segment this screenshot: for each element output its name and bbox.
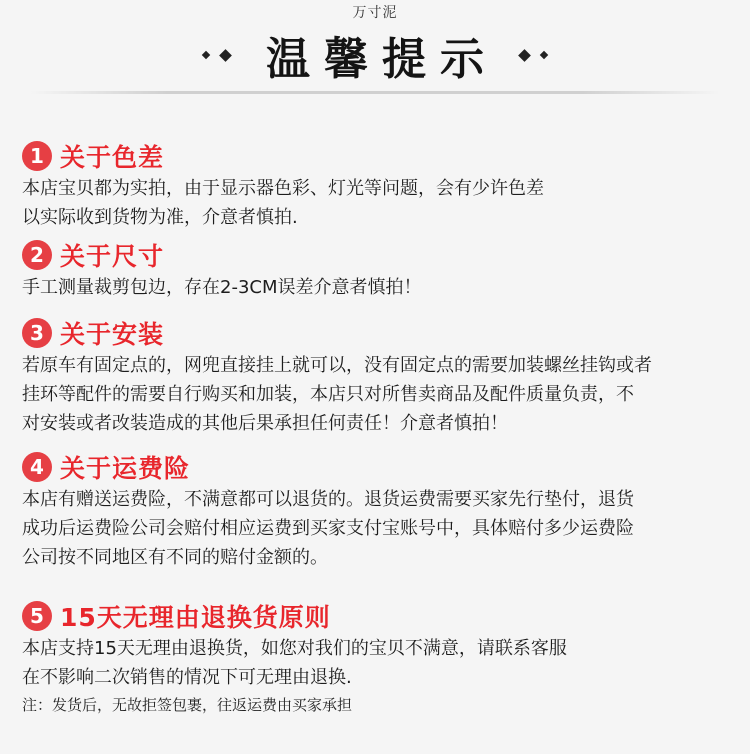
section-title: 关于色差 xyxy=(60,143,165,172)
body-line: 在不影响二次销售的情况下可无理由退换. xyxy=(22,667,352,688)
section-heading xyxy=(22,449,732,485)
body-line: 对安装或者改装造成的其他后果承担任何责任！介意者慎拍！ xyxy=(22,413,508,434)
footnote: 注：发货后，无故拒签包裹，往返运费由买家承担 xyxy=(22,696,353,714)
section-heading xyxy=(22,598,732,634)
section-title: 关于尺寸 xyxy=(60,242,165,271)
body-line: 公司按不同地区有不同的赔付金额的。 xyxy=(22,547,328,568)
body-line: 手工测量裁剪包边，存在2-3CM误差介意者慎拍！ xyxy=(22,277,422,298)
body-line: 若原车有固定点的，网兜直接挂上就可以，没有固定点的需要加装螺丝挂钩或者 xyxy=(22,355,652,376)
section-heading xyxy=(22,237,732,273)
number-badge: 3 xyxy=(22,318,52,348)
section-shipping-insurance xyxy=(22,449,732,572)
header-divider xyxy=(30,91,720,94)
section-title: 关于运费险 xyxy=(60,454,191,483)
brand-name: 万寸泥 xyxy=(352,5,398,21)
section-heading xyxy=(22,315,732,351)
diamond-icon xyxy=(518,49,531,62)
title-row xyxy=(0,24,750,86)
number-badge: 5 xyxy=(22,601,52,631)
number-badge: 1 xyxy=(22,141,52,171)
diamond-icon xyxy=(219,49,232,62)
section-title: 关于安装 xyxy=(60,320,165,349)
body-line: 挂环等配件的需要自行购买和加装，本店只对所售卖商品及配件质量负责，不 xyxy=(22,384,634,405)
number-badge: 4 xyxy=(22,452,52,482)
section-title: 15天无理由退换货原则 xyxy=(60,603,331,632)
section-return-policy xyxy=(22,598,732,718)
section-color-difference xyxy=(22,138,732,232)
right-diamond-ornament xyxy=(520,51,547,60)
left-diamond-ornament xyxy=(203,51,230,60)
diamond-icon xyxy=(540,51,548,59)
section-size xyxy=(22,237,732,302)
body-line: 成功后运费险公司会赔付相应运费到买家支付宝账号中，具体赔付多少运费险 xyxy=(22,518,634,539)
body-line: 以实际收到货物为准，介意者慎拍. xyxy=(22,207,298,228)
section-installation xyxy=(22,315,732,438)
section-heading xyxy=(22,138,732,174)
page-title: 温馨提示 xyxy=(266,34,498,85)
body-line: 本店支持15天无理由退换货，如您对我们的宝贝不满意，请联系客服 xyxy=(22,638,567,659)
diamond-icon xyxy=(202,51,210,59)
body-line: 本店有赠送运费险，不满意都可以退货的。退货运费需要买家先行垫付，退货 xyxy=(22,489,634,510)
number-badge: 2 xyxy=(22,240,52,270)
body-line: 本店宝贝都为实拍，由于显示器色彩、灯光等问题，会有少许色差 xyxy=(22,178,544,199)
